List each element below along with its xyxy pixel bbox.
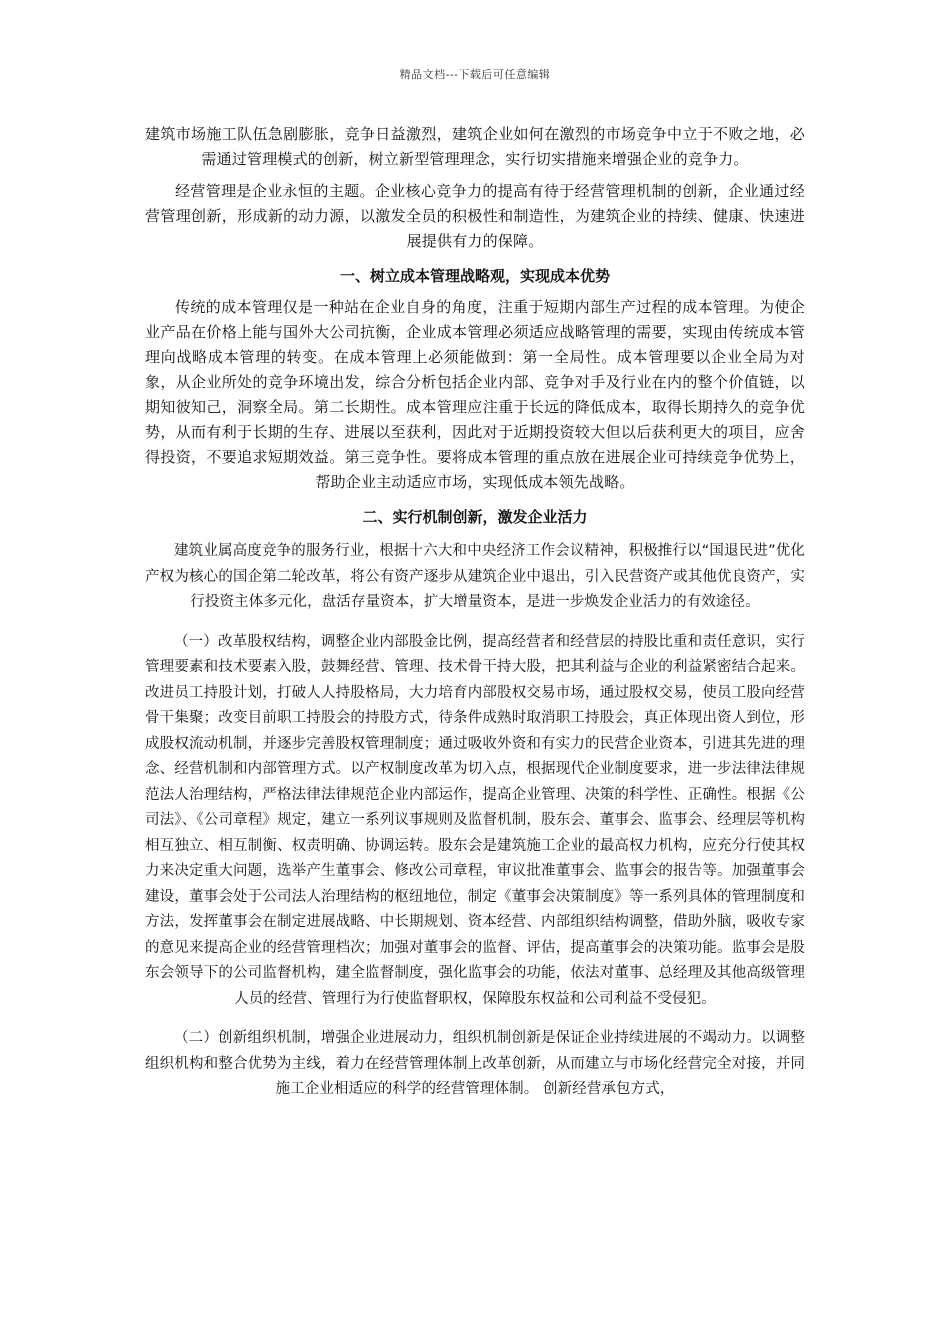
document-body <box>145 122 805 1103</box>
page-header: 精品文档---下载后可任意编辑 <box>399 68 551 81</box>
paragraph-intro-1: 建筑市场施工队伍急剧膨胀，竞争日益激烈，建筑企业如何在激烈的市场竞争中立于不败之地，必需通过管理模式的创新，树立新型管理理念，实行切实措施来增强企业的竞争力。 <box>145 125 805 168</box>
paragraph-cost-management: 传统的成本管理仅是一种站在企业自身的角度，注重于短期内部生产过程的成本管理。为使企业产品在价格上能与国外大公司抗衡，企业成本管理必须适应战略管理的需要，实现由传统成本管理向战略成本管理的转变。在成本管理上必须能做到：第一全局性。成本管理要以企业全局为对象，从企业所处的竞争环境出发，综合分析包括企业内部、竞争对手及行业在内的整个价值链，以期知彼知己，洞察全局。第二长期性。成本管理应注重于长远的降低成本，取得长期持久的竞争优势，从而有利于长期的生存、进展以至获利，因此对于近期投资较大但以后获利更大的项目，应舍得投资，不要追求短期效益。第三竞争性。要将成本管理的重点放在进展企业可持续竞争优势上，帮助企业主动适应市场，实现低成本领先战略。 <box>145 298 805 491</box>
paragraph-equity-structure: （一）改革股权结构，调整企业内部股金比例，提高经营者和经营层的持股比重和责任意识，实行管理要素和技术要素入股，鼓舞经营、管理、技术骨干持大股，把其利益与企业的利益紧密结合起来。改进员工持股计划，打破人人持股格局，大力培育内部股权交易市场，通过股权交易，使员工股向经营骨干集聚；改变目前职工持股会的持股方式，待条件成熟时取消职工持股会，真正体现出资人到位，形成股权流动机制，并逐步完善股权管理制度；通过吸收外资和有实力的民营企业资本，引进其先进的理念、经营机制和内部管理方式。以产权制度改革为切入点，根据现代企业制度要求，进一步法律法律规范法人治理结构，严格法律法律规范企业内部运作，提高企业管理、决策的科学性、正确性。根据《公司法》、《公司章程》规定，建立一系列议事规则及监督机制，股东会、董事会、监事会、经理层等机构相互独立、相互制衡、权责明确、协调运转。股东会是建筑施工企业的最高权力机构，应充分行使其权力来决定重大问题，选举产生董事会、修改公司章程，审议批准董事会、监事会的报告等。加强董事会建设，董事会处于公司法人治理结构的枢纽地位，制定《董事会决策制度》等一系列具体的管理制度和方法，发挥董事会在制定进展战略、中长期规划、资本经营、内部组织结构调整，借助外脑，吸收专家的意见来提高企业的经营管理档次；加强对董事会的监督、评估，提高董事会的决策功能。监事会是股东会领导下的公司监督机构，建全监督制度，强化监事会的功能，依法对董事、总经理及其他高级管理人员的经营、管理行为行使监督职权，保障股东权益和公司利益不受侵犯。 <box>145 633 805 1007</box>
section-heading-2: 二、实行机制创新，激发企业活力 <box>362 508 588 526</box>
paragraph-intro-2: 经营管理是企业永恒的主题。企业核心竞争力的提高有待于经营管理机制的创新，企业通过经营管理创新，形成新的动力源，以激发全员的积极性和制造性，为建筑企业的持续、健康、快速进展提供有力的保障。 <box>145 182 805 250</box>
paragraph-organization-mechanism: （二）创新组织机制，增强企业进展动力，组织机制创新是保证企业持续进展的不竭动力。以调整组织机构和整合优势为主线，着力在经营管理体制上改革创新，从而建立与市场化经营完全对接，并同施工企业相适应的科学的经营管理体制。 创新经营承包方式， <box>145 1030 805 1097</box>
paragraph-reform-intro: 建筑业属高度竞争的服务行业，根据十六大和中央经济工作会议精神，积极推行以“国退民进”优化产权为核心的国企第二轮改革，将公有资产逐步从建筑企业中退出，引入民营资产或其他优良资产，实行投资主体多元化，盘活存量资本，扩大增量资本，是进一步焕发企业活力的有效途径。 <box>145 543 805 610</box>
section-heading-1: 一、树立成本管理战略观，实现成本优势 <box>339 267 610 285</box>
